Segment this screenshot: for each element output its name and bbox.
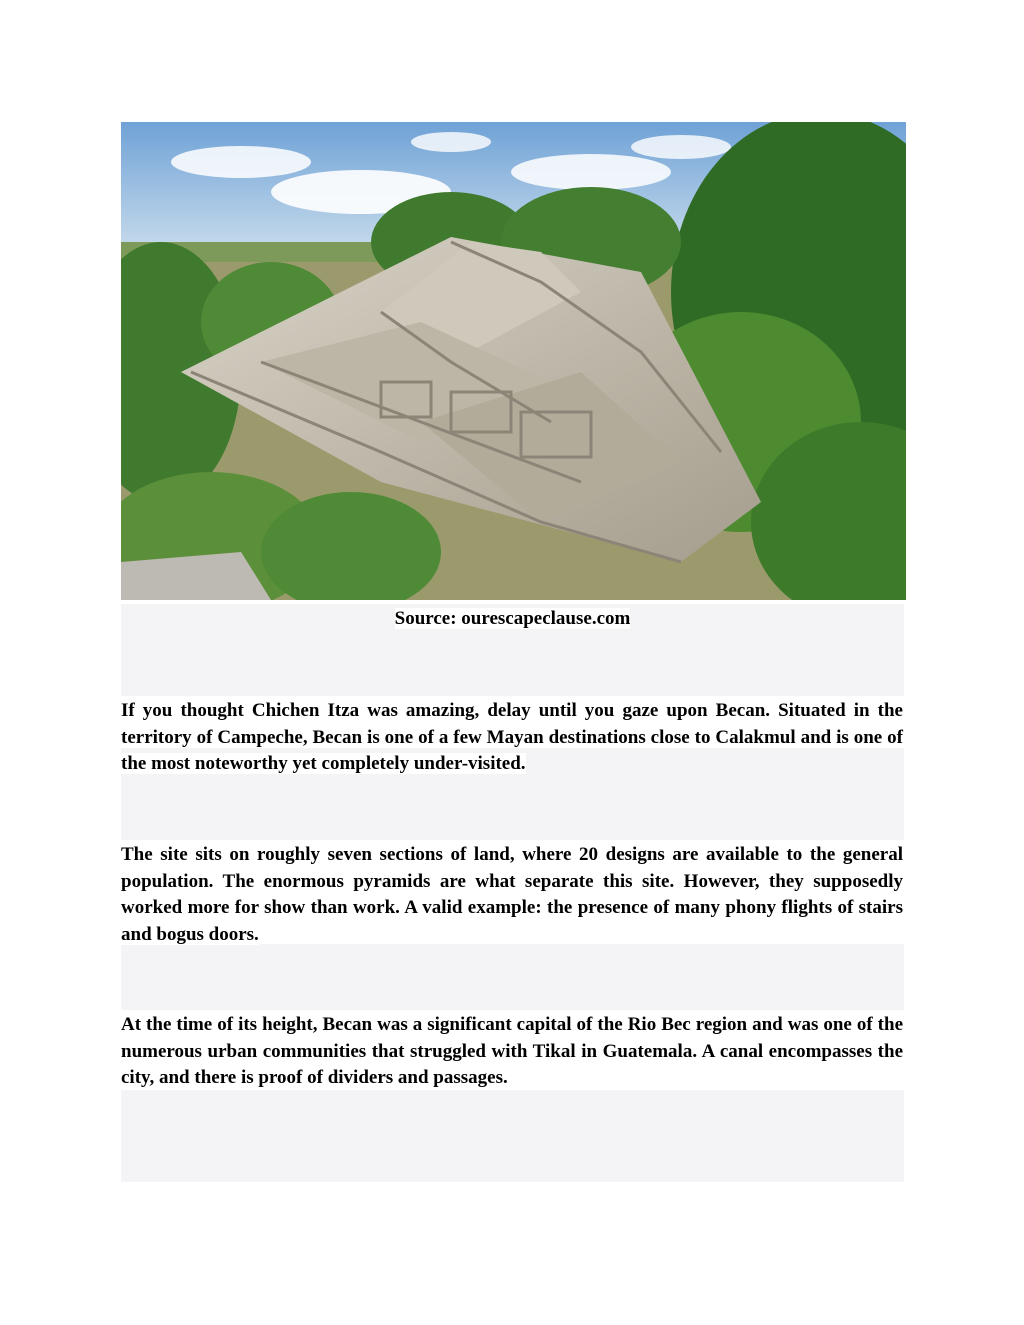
becan-ruins-photo	[121, 122, 906, 600]
image-caption: Source: ourescapeclause.com	[394, 608, 631, 629]
paragraph-3: At the time of its height, Becan was a significant capital of the Rio Bec region and was one of the numerous urban communities that struggled with Tikal in Guatemala. A canal encompasses the city, and there is proof of dividers and passages.	[121, 1014, 903, 1088]
paragraph-backdrop	[121, 1090, 904, 1182]
paragraph-2: The site sits on roughly seven sections of land, where 20 designs are available to the general population. The enormous pyramids are what separate this site. However, they supposedly worked more for show than work. A valid example: the presence of many phony flights of stairs and bogus doors.	[121, 844, 903, 945]
paragraph-1: If you thought Chichen Itza was amazing, delay until you gaze upon Becan. Situated in the territory of Campeche, Becan is one of a few Mayan destinations close to Calakmul and is one of the most noteworthy yet completely under-visited.	[121, 700, 903, 774]
paragraph-backdrop	[121, 944, 904, 1010]
